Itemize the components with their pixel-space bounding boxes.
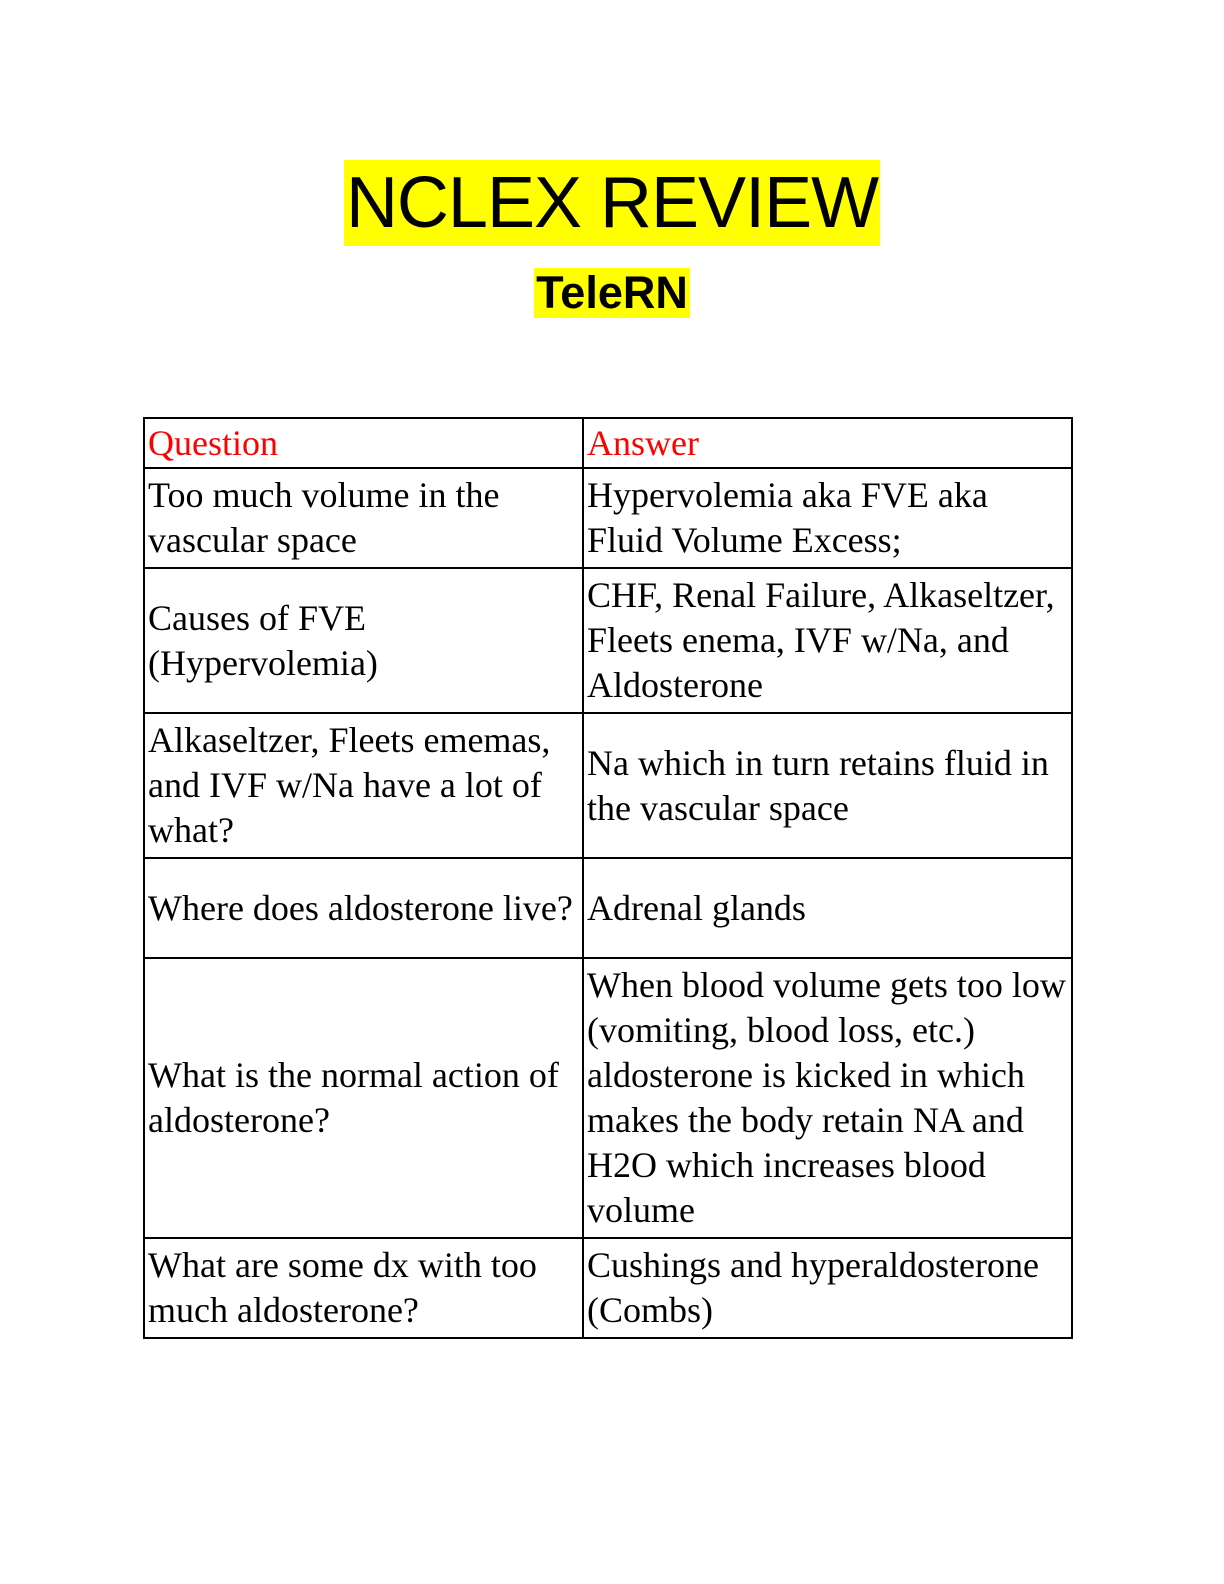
question-cell: What are some dx with too much aldosterone?	[144, 1238, 583, 1338]
answer-cell: Na which in turn retains fluid in the vascular space	[583, 713, 1072, 858]
subtitle-container	[0, 268, 1224, 318]
answer-cell: CHF, Renal Failure, Alkaseltzer, Fleets enema, IVF w/Na, and Aldosterone	[583, 568, 1072, 713]
table-header-row	[144, 418, 1072, 468]
question-cell: Where does aldosterone live?	[144, 858, 583, 958]
question-cell: Alkaseltzer, Fleets ememas, and IVF w/Na have a lot of what?	[144, 713, 583, 858]
question-cell: Too much volume in the vascular space	[144, 468, 583, 568]
question-cell: Causes of FVE (Hypervolemia)	[144, 568, 583, 713]
document-title: NCLEX REVIEW	[344, 160, 880, 246]
table-row	[144, 858, 1072, 958]
question-cell: What is the normal action of aldosterone?	[144, 958, 583, 1238]
answer-cell: Hypervolemia aka FVE aka Fluid Volume Excess;	[583, 468, 1072, 568]
document-subtitle: TeleRN	[536, 267, 688, 318]
title-container	[0, 160, 1224, 246]
table-row	[144, 468, 1072, 568]
answer-cell: Adrenal glands	[583, 858, 1072, 958]
answer-cell: When blood volume gets too low (vomiting, blood loss, etc.) aldosterone is kicked in which makes the body retain NA and H2O which increases blood volume	[583, 958, 1072, 1238]
header-answer: Answer	[583, 418, 1072, 468]
table-row	[144, 1238, 1072, 1338]
answer-cell: Cushings and hyperaldosterone (Combs)	[583, 1238, 1072, 1338]
table-row	[144, 568, 1072, 713]
qa-table	[143, 417, 1073, 1339]
header-question: Question	[144, 418, 583, 468]
table-row	[144, 958, 1072, 1238]
table-row	[144, 713, 1072, 858]
